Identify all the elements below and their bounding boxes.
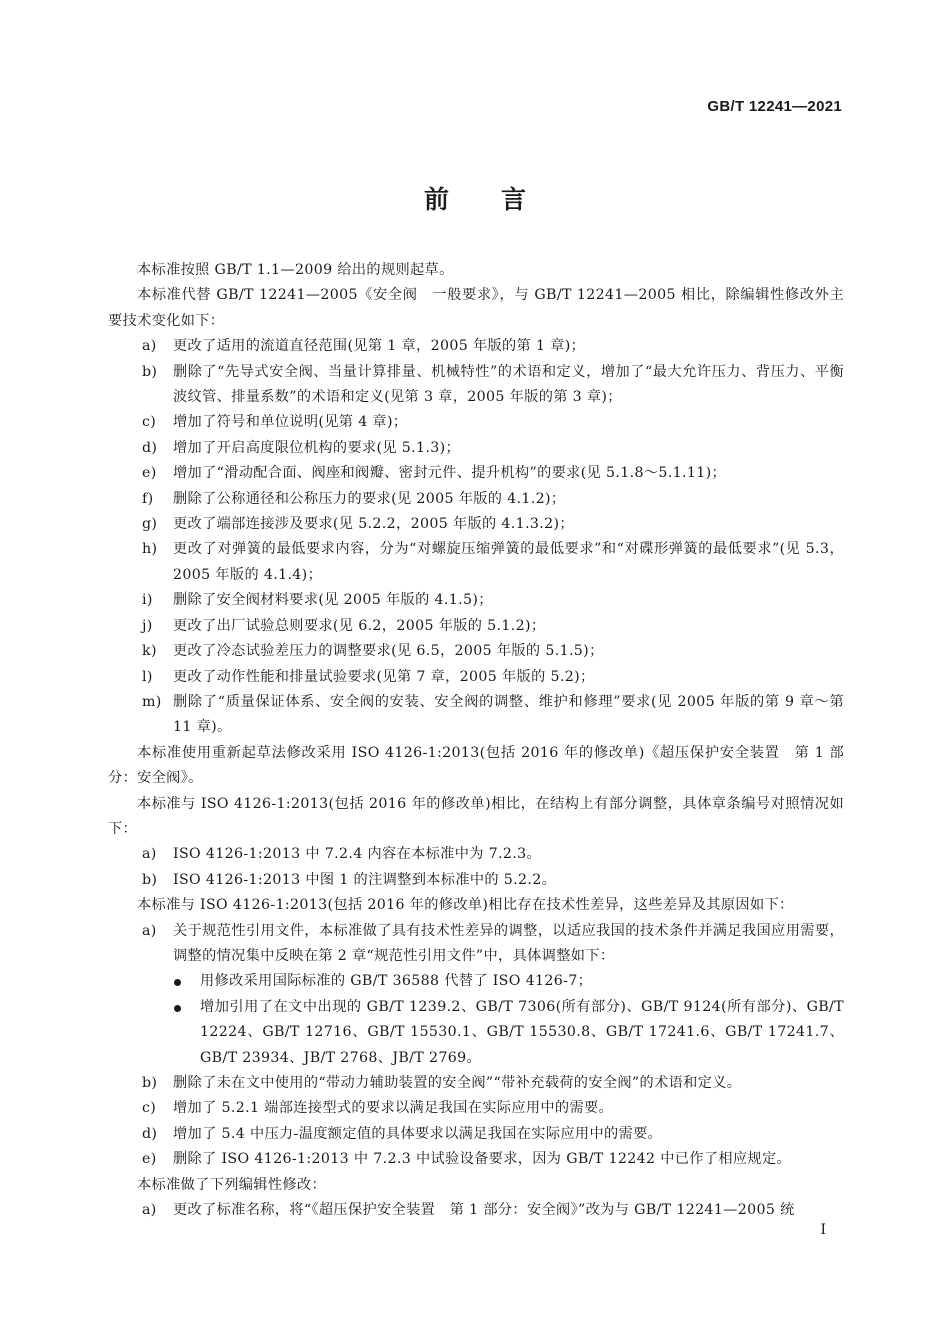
- list-item: [108, 436, 844, 461]
- item-text: 增加了“滑动配合面、阀座和阀瓣、密封元件、提升机构”的要求(见 5.1.8～5.1.11)；: [173, 465, 727, 482]
- paragraph: 本标准与 ISO 4126-1:2013(包括 2016 年的修改单)相比存在技术性差异，这些差异及其原因如下：: [137, 897, 794, 914]
- item-text: 删除了“质量保证体系、安全阀的安装、安全阀的调整、维护和修理”要求(见 2005 年版的第 9 章～第 11 章)。: [173, 693, 844, 736]
- item-mark: a): [142, 1202, 157, 1219]
- list-item: [108, 537, 844, 588]
- item-text: 更改了适用的流道直径范围(见第 1 章，2005 年版的第 1 章)；: [173, 338, 586, 355]
- item-text: 删除了公称通径和公称压力的要求(见 2005 年版的 4.1.2)；: [173, 490, 566, 507]
- bullet-item: [108, 995, 844, 1071]
- item-mark: j): [142, 617, 153, 634]
- item-mark: l): [142, 668, 153, 685]
- item-text: 增加了开启高度限位机构的要求(见 5.1.3)；: [173, 439, 461, 456]
- item-text: 删除了未在文中使用的“带动力辅助装置的安全阀”“带补充载荷的安全阀”的术语和定义。: [173, 1075, 742, 1091]
- list-item: [108, 487, 844, 512]
- list-item: [108, 588, 844, 613]
- bullet-item: [108, 969, 844, 994]
- list-item: [108, 614, 844, 639]
- item-mark: c): [142, 414, 157, 431]
- standard-number: GB/T 12241—2021: [707, 98, 842, 115]
- list-item: [108, 868, 844, 893]
- paragraph: 本标准做了下列编辑性修改：: [137, 1176, 326, 1193]
- page-title: 前言: [423, 185, 578, 214]
- bullet-dot-icon: [174, 1005, 181, 1012]
- bullet-dot-icon: [174, 979, 181, 986]
- item-text: 增加了符号和单位说明(见第 4 章)；: [173, 414, 408, 431]
- item-text: 更改了出厂试验总则要求(见 6.2，2005 年版的 5.1.2)；: [173, 617, 546, 634]
- item-mark: i): [142, 592, 153, 609]
- list-item: [108, 512, 844, 537]
- list-item: [108, 842, 844, 867]
- editorial-list: [108, 1198, 844, 1223]
- list-item: [108, 461, 844, 486]
- list-item: [108, 410, 844, 435]
- list-item: [108, 1122, 844, 1147]
- item-mark: e): [142, 1151, 157, 1168]
- item-text: 更改了对弹簧的最低要求内容，分为“对螺旋压缩弹簧的最低要求”和“对碟形弹簧的最低要求”(见 5.3，2005 年版的 4.1.4)；: [173, 541, 844, 583]
- item-text: 删除了安全阀材料要求(见 2005 年版的 4.1.5)；: [173, 592, 493, 609]
- item-mark: f): [142, 490, 154, 507]
- list-item: [108, 665, 844, 690]
- list-item: [108, 919, 844, 970]
- foreword-body: [108, 258, 844, 1223]
- page-number: I: [820, 1222, 826, 1238]
- structure-list: [108, 842, 844, 893]
- item-mark: g): [142, 516, 158, 533]
- list-item: [108, 360, 844, 411]
- technical-differences-list: [108, 919, 844, 1173]
- list-item: [108, 1147, 844, 1172]
- item-mark: b): [142, 1075, 158, 1091]
- paragraph: 本标准使用重新起草法修改采用 ISO 4126-1:2013(包括 2016 年的修改单)《超压保护安全装置 第 1 部分：安全阀》。: [108, 744, 844, 787]
- item-mark: e): [142, 465, 157, 482]
- item-text: 增加了 5.2.1 端部连接型式的要求以满足我国在实际应用中的需要。: [173, 1100, 614, 1117]
- item-mark: b): [142, 363, 158, 380]
- item-text: 更改了动作性能和排量试验要求(见第 7 章，2005 年版的 5.2)；: [173, 668, 595, 685]
- item-text: 删除了 ISO 4126-1:2013 中 7.2.3 中试验设备要求，因为 GB/T 12242 中已作了相应规定。: [173, 1151, 792, 1168]
- list-item: [108, 690, 844, 741]
- item-mark: a): [142, 922, 157, 939]
- item-mark: m): [142, 693, 162, 710]
- item-text: 更改了冷态试验差压力的调整要求(见 6.5，2005 年版的 5.1.5)；: [173, 643, 604, 660]
- list-item: [108, 1096, 844, 1121]
- item-mark: a): [142, 846, 157, 863]
- item-text: 增加了 5.4 中压力-温度额定值的具体要求以满足我国在实际应用中的需要。: [173, 1125, 663, 1142]
- item-text: ISO 4126-1:2013 中图 1 的注调整到本标准中的 5.2.2。: [173, 871, 557, 888]
- list-item: [108, 334, 844, 359]
- bullet-text: 用修改采用国际标准的 GB/T 36588 代替了 ISO 4126-7；: [200, 973, 593, 990]
- item-mark: d): [142, 439, 158, 456]
- paragraph: 本标准代替 GB/T 12241—2005《安全阀 一般要求》，与 GB/T 12241—2005 相比，除编辑性修改外主要技术变化如下：: [108, 287, 844, 329]
- changes-list: [108, 334, 844, 741]
- item-mark: a): [142, 338, 157, 355]
- list-item: [108, 639, 844, 664]
- list-item: [108, 1198, 844, 1223]
- paragraph: 本标准与 ISO 4126-1:2013(包括 2016 年的修改单)相比，在结构上有部分调整，具体章条编号对照情况如下：: [108, 795, 844, 837]
- item-mark: c): [142, 1100, 157, 1117]
- item-text: 更改了端部连接涉及要求(见 5.2.2，2005 年版的 4.1.3.2)；: [173, 516, 574, 533]
- bullet-text: 增加引用了在文中出现的 GB/T 1239.2、GB/T 7306(所有部分)、GB/T 9124(所有部分)、GB/T 12224、GB/T 12716、GB/T 15530.1、GB/T 15530.8、GB/T 17241.6、GB/T 17241.7、GB/T 23934、JB/T 2768、JB/T 2769。: [200, 998, 844, 1066]
- item-text: ISO 4126-1:2013 中 7.2.4 内容在本标准中为 7.2.3。: [173, 846, 542, 863]
- list-item: [108, 1071, 844, 1096]
- item-mark: h): [142, 541, 158, 558]
- item-text: 删除了“先导式安全阀、当量计算排量、机械特性”的术语和定义，增加了“最大允许压力、背压力、平衡波纹管、排量系数”的术语和定义(见第 3 章，2005 年版的第 3 章)；: [173, 363, 844, 406]
- paragraph: 本标准按照 GB/T 1.1—2009 给出的规则起草。: [137, 262, 454, 278]
- item-mark: k): [142, 643, 157, 660]
- item-text: 关于规范性引用文件，本标准做了具有技术性差异的调整，以适应我国的技术条件并满足我国应用需要，调整的情况集中反映在第 2 章“规范性引用文件”中，具体调整如下：: [173, 922, 844, 964]
- item-text: 更改了标准名称，将“《超压保护安全装置 第 1 部分：安全阀》”改为与 GB/T 12241—2005 统: [173, 1202, 795, 1219]
- item-mark: b): [142, 871, 158, 888]
- item-mark: d): [142, 1125, 158, 1142]
